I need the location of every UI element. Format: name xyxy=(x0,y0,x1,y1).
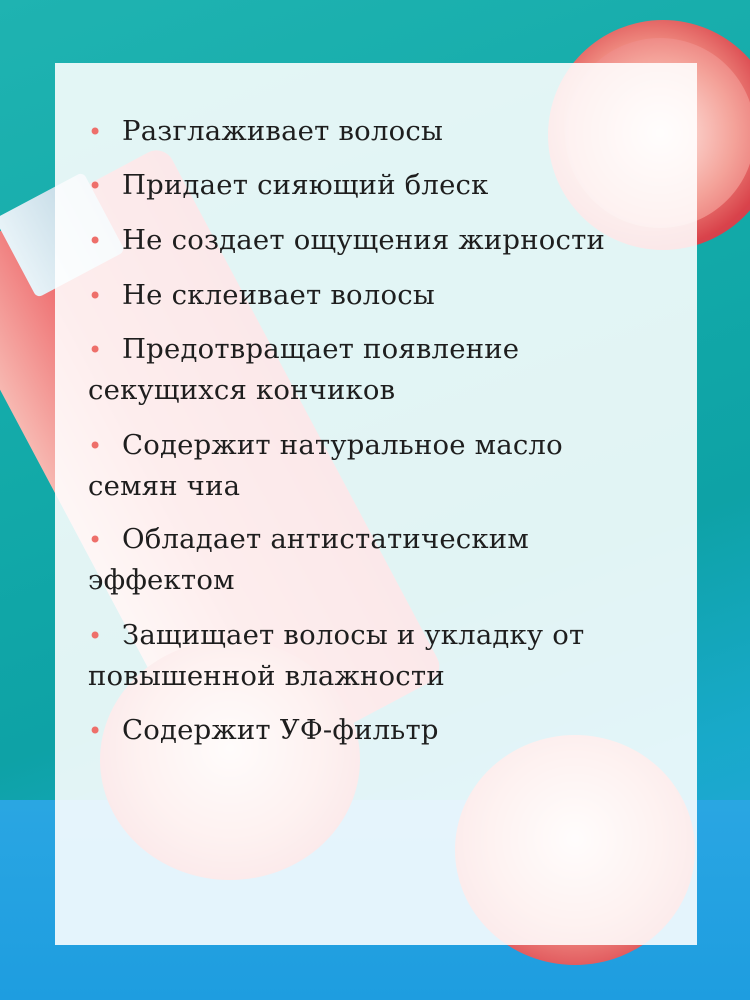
feature-item xyxy=(88,111,678,152)
bullet-icon: • xyxy=(88,717,103,745)
feature-text: Предотвращает появление xyxy=(122,333,520,365)
feature-text-continued: секущихся кончиков xyxy=(88,374,396,406)
feature-text-continued: эффектом xyxy=(88,564,235,596)
feature-item xyxy=(88,165,678,206)
features-card xyxy=(55,63,697,945)
feature-item xyxy=(88,275,678,316)
bullet-icon: • xyxy=(88,622,103,650)
feature-item xyxy=(88,615,678,696)
feature-item xyxy=(88,519,678,600)
bullet-icon: • xyxy=(88,118,103,146)
feature-item xyxy=(88,220,678,261)
feature-text-continued: повышенной влажности xyxy=(88,660,445,692)
feature-item xyxy=(88,329,678,410)
bullet-icon: • xyxy=(88,526,103,554)
feature-text: Не создает ощущения жирности xyxy=(122,224,606,256)
feature-text-continued: семян чиа xyxy=(88,470,241,502)
bullet-icon: • xyxy=(88,432,103,460)
feature-text: Придает сияющий блеск xyxy=(122,169,489,201)
feature-text: Разглаживает волосы xyxy=(122,115,444,147)
feature-text: Не склеивает волосы xyxy=(122,279,435,311)
feature-text: Содержит УФ-фильтр xyxy=(122,714,439,746)
feature-item xyxy=(88,710,678,751)
feature-text: Защищает волосы и укладку от xyxy=(122,619,585,651)
bullet-icon: • xyxy=(88,282,103,310)
feature-text: Содержит натуральное масло xyxy=(122,429,563,461)
feature-item xyxy=(88,425,678,506)
bullet-icon: • xyxy=(88,336,103,364)
feature-text: Обладает антистатическим xyxy=(122,523,529,555)
bullet-icon: • xyxy=(88,227,103,255)
bullet-icon: • xyxy=(88,172,103,200)
